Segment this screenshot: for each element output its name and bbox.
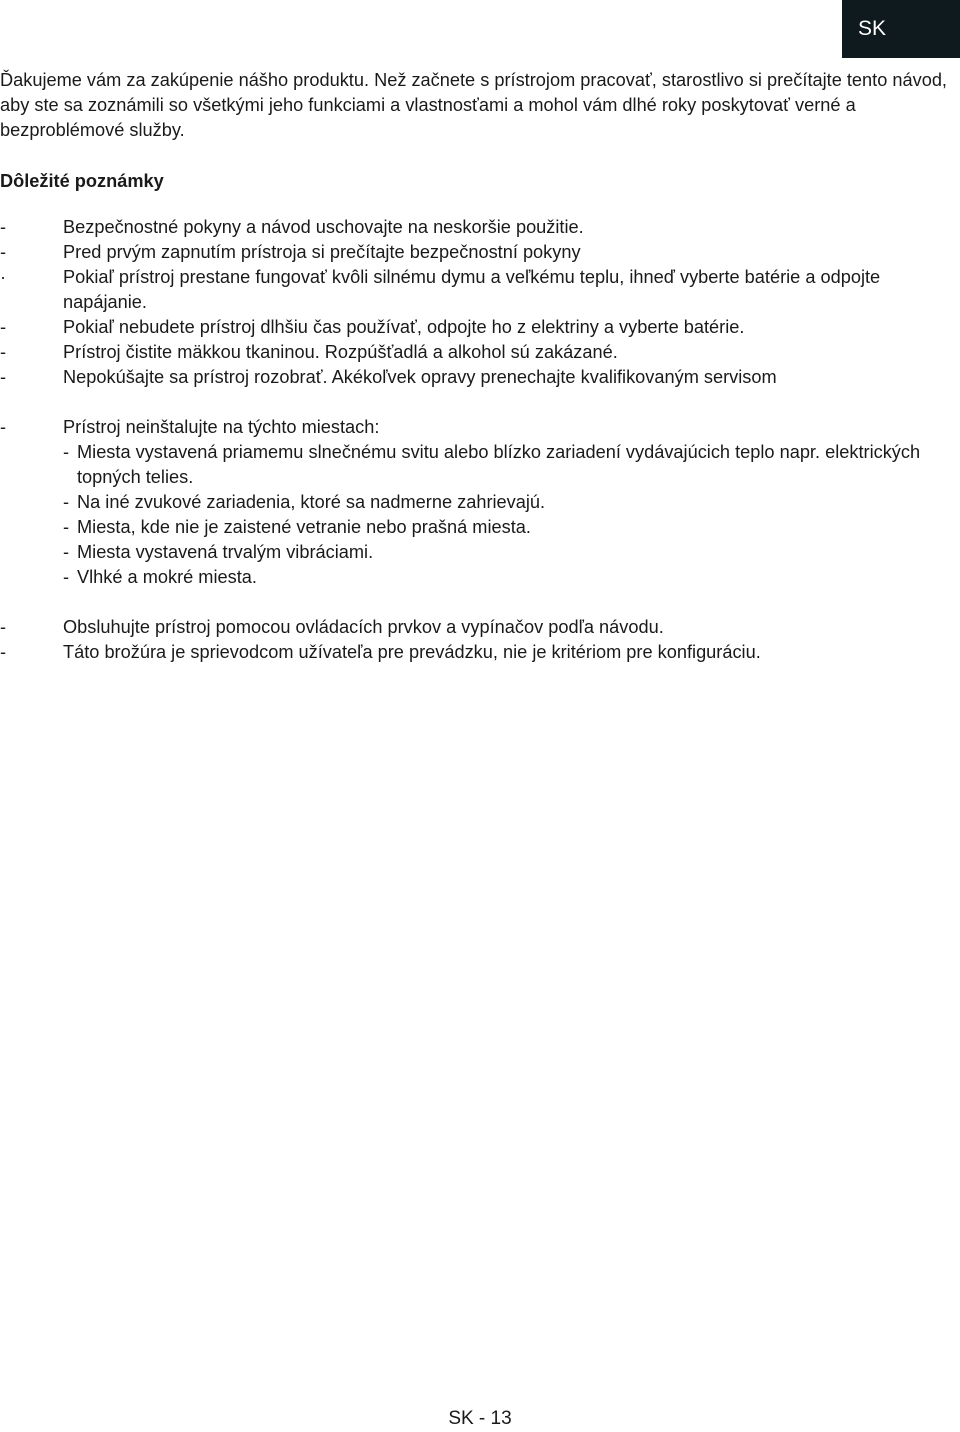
bullet-marker: - (63, 442, 70, 462)
bullet-marker: - (63, 567, 70, 587)
bullet-marker: - (63, 492, 70, 512)
document-content (0, 68, 950, 665)
bullet-marker: - (0, 642, 7, 662)
sublist-item (63, 565, 950, 590)
list-item-text: Obsluhujte prístroj pomocou ovládacích prvkov a vypínačov podľa návodu. (63, 617, 664, 637)
list-item (0, 315, 950, 340)
sublist-item-text: Na iné zvukové zariadenia, ktoré sa nadmerne zahrievajú. (77, 492, 546, 512)
sublist-item (63, 515, 950, 540)
list-item-text: Prístroj neinštalujte na týchto miestach: (63, 417, 380, 437)
bullet-marker: · (0, 267, 7, 287)
bullet-marker: - (63, 542, 70, 562)
bullet-marker: - (63, 517, 70, 537)
list-item (0, 215, 950, 240)
sublist-item (63, 490, 950, 515)
bullet-marker: - (0, 342, 7, 362)
language-tab (842, 0, 960, 58)
list-item-text: Nepokúšajte sa prístroj rozobrať. Akékoľvek opravy prenechajte kvalifikovaným servisom (63, 367, 777, 387)
list-item (0, 640, 950, 665)
list-item (0, 265, 950, 315)
intro-paragraph: Ďakujeme vám za zakúpenie nášho produktu. Než začnete s prístrojom pracovať, starostlivo si prečítajte tento návod, aby ste sa zoznámili so všetkými jeho funkciami a vlastnosťami a mohol vám dlhé roky poskytovať verné a bezproblémové služby. (0, 70, 947, 140)
placement-sublist (63, 440, 950, 590)
sublist-item-text: Miesta, kde nie je zaistené vetranie nebo prašná miesta. (77, 517, 531, 537)
list-item (0, 615, 950, 640)
list-item-text: Pred prvým zapnutím prístroja si prečítajte bezpečnostní pokyny (63, 242, 581, 262)
list-item (0, 240, 950, 265)
bullet-marker: - (0, 217, 7, 237)
list-item-text: Bezpečnostné pokyny a návod uschovajte na neskoršie použitie. (63, 217, 584, 237)
bullet-marker: - (0, 242, 7, 262)
bullet-marker: - (0, 317, 7, 337)
list-item (0, 415, 950, 590)
sublist-item-text: Vlhké a mokré miesta. (77, 567, 257, 587)
list-item-text: Pokiaľ prístroj prestane fungovať kvôli silnému dymu a veľkému teplu, ihneď vyberte batérie a odpojte napájanie. (63, 267, 881, 312)
sublist-item (63, 540, 950, 565)
notes-list-3 (0, 615, 950, 665)
notes-list-1 (0, 215, 950, 390)
list-item (0, 365, 950, 390)
list-item (0, 340, 950, 365)
notes-list-2 (0, 415, 950, 590)
bullet-marker: - (0, 417, 7, 437)
language-label: SK (858, 17, 887, 40)
sublist-item-text: Miesta vystavená priamemu slnečnému svitu alebo blízko zariadení vydávajúcich teplo napr. elektrických topných telies. (77, 442, 921, 487)
sublist-item (63, 440, 950, 490)
list-item-text: Pokiaľ nebudete prístroj dlhšiu čas používať, odpojte ho z elektriny a vyberte batérie. (63, 317, 745, 337)
bullet-marker: - (0, 367, 7, 387)
list-item-text: Prístroj čistite mäkkou tkaninou. Rozpúšťadlá a alkohol sú zakázané. (63, 342, 618, 362)
list-item-text: Táto brožúra je sprievodcom užívateľa pre prevádzku, nie je kritériom pre konfiguráciu. (63, 642, 761, 662)
sublist-item-text: Miesta vystavená trvalým vibráciami. (77, 542, 374, 562)
bullet-marker: - (0, 617, 7, 637)
section-heading: Dôležité poznámky (0, 171, 164, 191)
page-number: SK - 13 (448, 1408, 512, 1429)
